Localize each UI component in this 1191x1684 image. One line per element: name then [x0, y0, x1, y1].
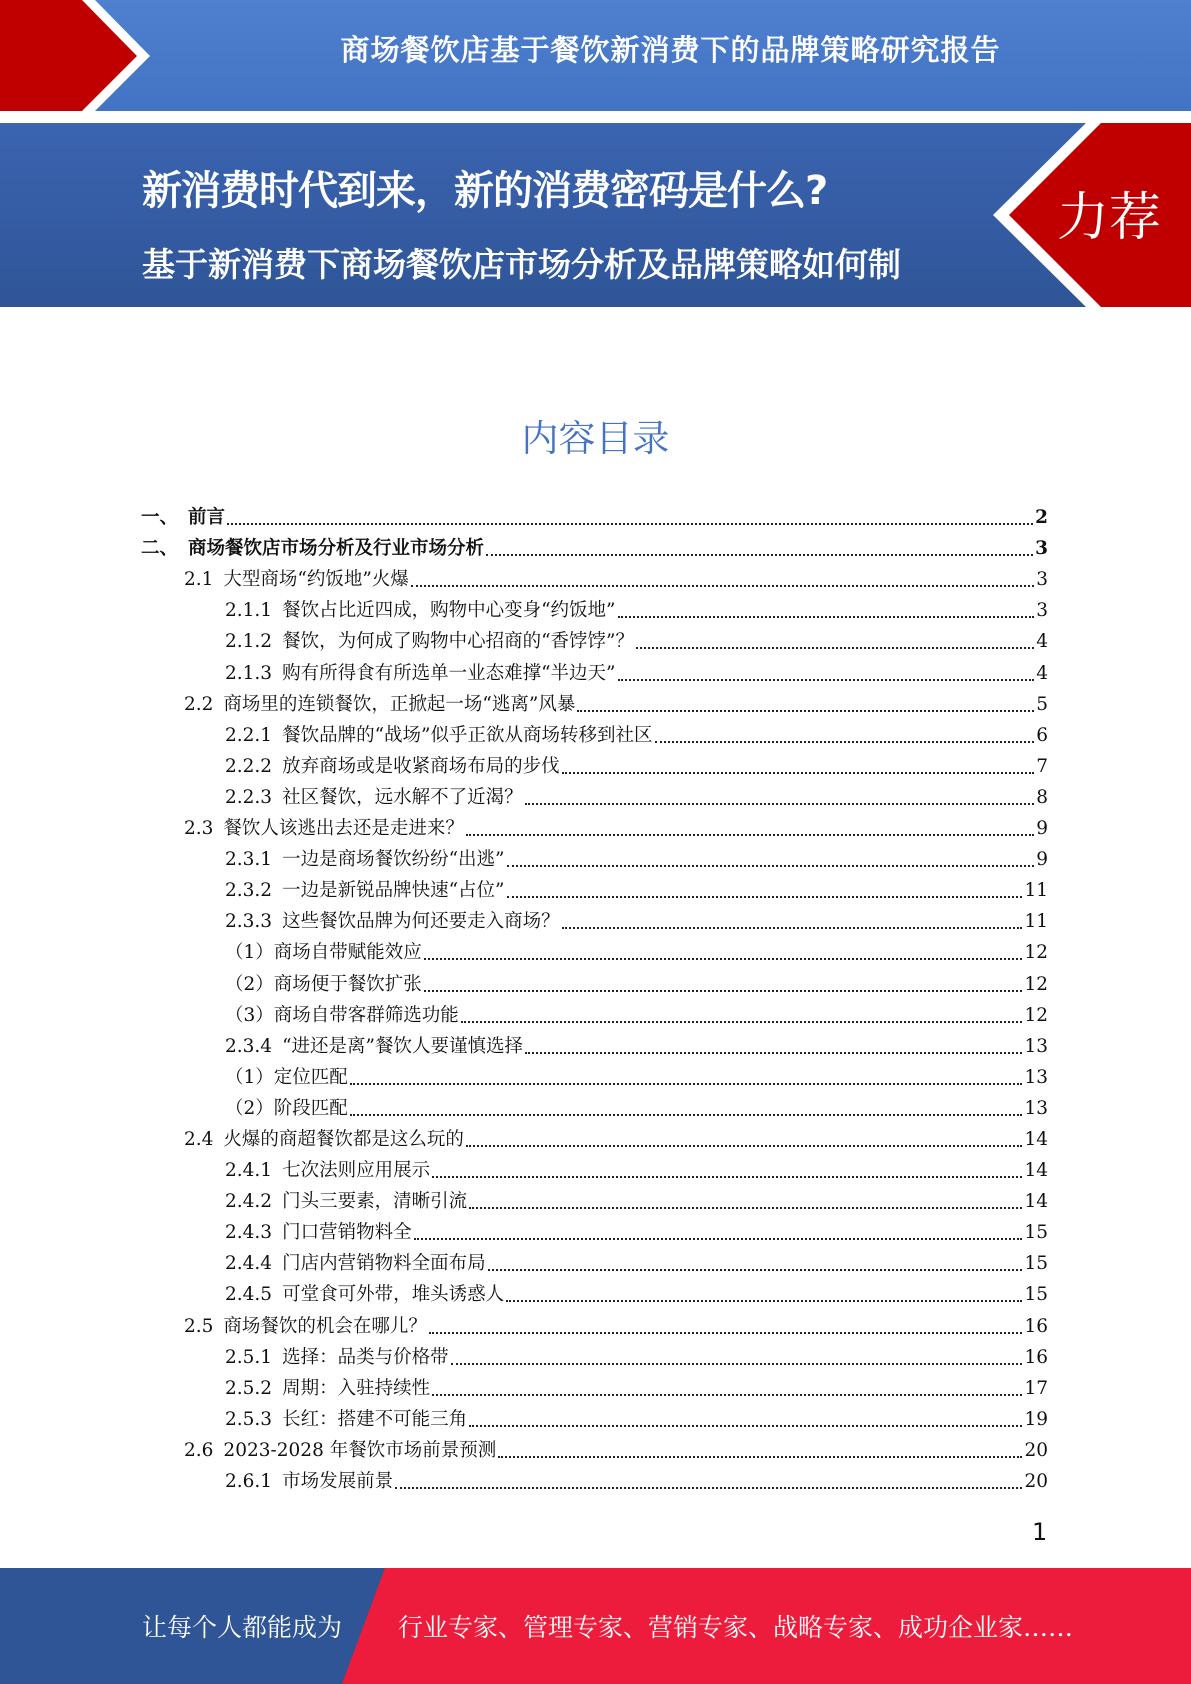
toc-entry-page: 12 — [1024, 942, 1048, 964]
toc-entry-number: 2.2 — [184, 693, 214, 715]
toc-dot-leader — [461, 1021, 1023, 1023]
toc-entry-number: 2.4.4 — [225, 1253, 273, 1275]
toc-entry-title: 周期：入驻持续性 — [282, 1377, 431, 1399]
toc-entry-title: 商场自带赋能效应 — [273, 942, 422, 964]
toc-entry-title: 七次法则应用展示 — [282, 1160, 431, 1182]
toc-entry-title: 餐饮人该逃出去还是走进来？ — [223, 818, 464, 840]
toc-entry-number: 2.2.1 — [225, 724, 273, 746]
toc-dot-leader — [655, 741, 1035, 743]
toc-entry[interactable] — [141, 1120, 1048, 1151]
toc-entry-page: 15 — [1024, 1222, 1048, 1244]
toc-heading: 内容目录 — [521, 417, 670, 460]
toc-entry-number: 2.6 — [184, 1439, 214, 1461]
toc-entry-title: 商场餐饮的机会在哪儿？ — [223, 1315, 427, 1337]
toc-entry[interactable] — [141, 622, 1048, 653]
toc-entry-page: 11 — [1024, 880, 1048, 902]
report-title: 商场餐饮店基于餐饮新消费下的品牌策略研究报告 — [340, 33, 1001, 67]
toc-entry-number: 2.1.3 — [225, 662, 273, 684]
toc-dot-leader — [507, 865, 1035, 867]
toc-entry[interactable] — [141, 809, 1048, 840]
toc-dot-leader — [618, 679, 1035, 681]
toc-entry-number: 2.3.4 — [225, 1035, 273, 1057]
toc-entry[interactable] — [141, 1306, 1048, 1337]
toc-entry[interactable] — [141, 871, 1048, 902]
toc-entry[interactable] — [141, 747, 1048, 778]
toc-entry[interactable] — [141, 560, 1048, 591]
toc-entry[interactable] — [141, 685, 1048, 716]
toc-dot-leader — [414, 1238, 1023, 1240]
toc-entry-title: 这些餐饮品牌为何还要走入商场？ — [282, 911, 560, 933]
toc-entry-page: 7 — [1036, 755, 1048, 777]
toc-entry-page: 12 — [1024, 973, 1048, 995]
toc-entry-page: 20 — [1024, 1439, 1048, 1461]
toc-entry-page: 4 — [1036, 631, 1048, 653]
toc-entry-title: 2023-2028 年餐饮市场前景预测 — [223, 1439, 497, 1461]
toc-entry-number: 2.3 — [184, 818, 214, 840]
toc-entry-page: 5 — [1036, 693, 1048, 715]
toc-entry-page: 14 — [1024, 1160, 1048, 1182]
toc-entry-page: 8 — [1036, 786, 1048, 808]
toc-entry-page: 13 — [1024, 1097, 1048, 1119]
toc-entry-page: 16 — [1024, 1346, 1048, 1368]
toc-entry[interactable] — [141, 1089, 1048, 1120]
toc-entry-page: 11 — [1024, 911, 1048, 933]
toc-entry[interactable] — [141, 1213, 1048, 1244]
toc-entry[interactable] — [141, 996, 1048, 1027]
toc-entry-number: （3） — [225, 1004, 274, 1026]
toc-entry-page: 12 — [1024, 1004, 1048, 1026]
toc-entry-number: 2.4.2 — [225, 1191, 273, 1213]
footer — [0, 1568, 1191, 1684]
toc-entry[interactable] — [141, 1244, 1048, 1275]
toc-entry-number: 2.1.1 — [225, 600, 273, 622]
toc-entry-title: 社区餐饮，远水解不了近渴？ — [282, 786, 523, 808]
toc-entry-number: 2.6.1 — [225, 1471, 273, 1492]
red-chevron-decoration — [0, 0, 160, 111]
toc-dot-leader — [411, 585, 1034, 587]
headline: 新消费时代到来，新的消费密码是什么? — [142, 168, 828, 214]
toc-entry[interactable] — [141, 840, 1048, 871]
toc-entry[interactable] — [141, 653, 1048, 684]
toc-entry-number: （1） — [225, 942, 274, 964]
toc-dot-leader — [577, 710, 1034, 712]
toc-entry-number: 一、 — [141, 507, 179, 529]
toc-entry[interactable] — [141, 778, 1048, 809]
footer-slogan-right: 行业专家、管理专家、营销专家、战略专家、成功企业家…… — [398, 1613, 1074, 1642]
toc-entry[interactable] — [141, 964, 1048, 995]
toc-entry-page: 9 — [1036, 849, 1048, 871]
toc-entry-title: 门店内营销物料全面布局 — [282, 1253, 486, 1275]
toc-entry-page: 9 — [1036, 818, 1048, 840]
toc-dot-leader — [432, 1394, 1022, 1396]
toc-dot-leader — [429, 1332, 1023, 1334]
toc-entry[interactable] — [141, 529, 1048, 560]
toc-dot-leader — [488, 1269, 1023, 1271]
toc-entry-number: 2.2.3 — [225, 786, 273, 808]
toc-entry-page: 3 — [1035, 538, 1048, 560]
toc-entry[interactable] — [141, 1182, 1048, 1213]
toc-entry-page: 14 — [1024, 1191, 1048, 1213]
toc-entry-number: 2.4 — [184, 1128, 214, 1150]
toc-entry-page: 13 — [1024, 1066, 1048, 1088]
toc-entry-page: 17 — [1024, 1377, 1048, 1399]
toc-entry-number: 2.3.3 — [225, 911, 273, 933]
toc-entry-title: 商场餐饮店市场分析及行业市场分析 — [188, 538, 485, 560]
toc-dot-leader — [424, 958, 1023, 960]
toc-entry-number: （2） — [225, 1097, 274, 1119]
toc-entry-page: 16 — [1024, 1315, 1048, 1337]
toc-dot-leader — [227, 523, 1033, 525]
toc-entry-number: 2.3.2 — [225, 880, 273, 902]
toc-entry[interactable] — [141, 716, 1048, 747]
top-banner — [0, 0, 1191, 111]
toc-entry[interactable] — [141, 1462, 1048, 1493]
toc-entry-number: 2.5 — [184, 1315, 214, 1337]
toc-dot-leader — [395, 1487, 1022, 1489]
toc-entry[interactable] — [141, 1151, 1048, 1182]
table-of-contents — [141, 498, 1048, 1493]
recommend-badge: 力荐 — [1056, 188, 1161, 248]
toc-dot-leader — [486, 554, 1033, 556]
toc-entry-number: （2） — [225, 973, 274, 995]
toc-dot-leader — [432, 1176, 1022, 1178]
toc-entry-number: 2.1 — [184, 569, 214, 591]
toc-entry[interactable] — [141, 1400, 1048, 1431]
toc-dot-leader — [618, 616, 1035, 618]
toc-entry-page: 15 — [1024, 1253, 1048, 1275]
toc-dot-leader — [451, 1363, 1023, 1365]
subheadline: 基于新消费下商场餐饮店市场分析及品牌策略如何制定？？？ — [142, 245, 901, 348]
toc-entry-page: 6 — [1036, 724, 1048, 746]
toc-entry[interactable] — [141, 1338, 1048, 1369]
toc-entry-title: 餐饮占比近四成，购物中心变身“约饭地” — [282, 600, 616, 622]
toc-dot-leader — [498, 1456, 1022, 1458]
toc-entry-number: 2.3.1 — [225, 849, 273, 871]
toc-entry[interactable] — [141, 902, 1048, 933]
toc-entry-title: 火爆的商超餐饮都是这么玩的 — [223, 1128, 464, 1150]
toc-entry-page: 20 — [1024, 1471, 1048, 1492]
toc-entry-page: 13 — [1024, 1035, 1048, 1057]
toc-entry-number: 2.5.1 — [225, 1346, 273, 1368]
toc-entry-title: 定位匹配 — [273, 1066, 348, 1088]
footer-slogan-left: 让每个人都能成为 — [142, 1613, 343, 1642]
toc-entry-title: 长红：搭建不可能三角 — [282, 1408, 468, 1430]
toc-entry-page: 15 — [1024, 1284, 1048, 1306]
toc-entry-title: 大型商场“约饭地”火爆 — [223, 569, 409, 591]
toc-dot-leader — [469, 1207, 1022, 1209]
toc-entry-number: 2.4.5 — [225, 1284, 273, 1306]
toc-entry-title: 阶段匹配 — [273, 1097, 348, 1119]
toc-dot-leader — [424, 990, 1023, 992]
toc-entry-page: 3 — [1036, 600, 1048, 622]
toc-entry-title: 门口营销物料全 — [282, 1222, 412, 1244]
toc-entry[interactable] — [141, 1058, 1048, 1089]
toc-entry-title: 选择：品类与价格带 — [282, 1346, 449, 1368]
toc-dot-leader — [350, 1083, 1023, 1085]
toc-entry[interactable] — [141, 1027, 1048, 1058]
toc-entry-title: 购有所得食有所选单一业态难撑“半边天” — [282, 662, 616, 684]
toc-entry-number: 2.4.1 — [225, 1160, 273, 1182]
toc-dot-leader — [466, 834, 1034, 836]
toc-entry[interactable] — [141, 1431, 1048, 1462]
toc-dot-leader — [350, 1114, 1023, 1116]
toc-entry-number: 2.4.3 — [225, 1222, 273, 1244]
toc-entry-title: 门头三要素，清晰引流 — [282, 1191, 468, 1213]
toc-entry-title: 商场里的连锁餐饮，正掀起一场“逃离”风暴 — [223, 693, 576, 715]
toc-dot-leader — [466, 1145, 1023, 1147]
toc-entry-number: 2.1.2 — [225, 631, 273, 653]
toc-entry-title: 前言 — [188, 507, 226, 529]
toc-entry-title: 市场发展前景 — [282, 1471, 394, 1492]
toc-entry-number: 二、 — [141, 538, 179, 560]
toc-dot-leader — [507, 896, 1023, 898]
toc-entry[interactable] — [141, 1369, 1048, 1400]
toc-entry[interactable] — [141, 933, 1048, 964]
toc-entry-page: 4 — [1036, 662, 1048, 684]
toc-entry-title: 商场便于餐饮扩张 — [273, 973, 422, 995]
toc-entry[interactable] — [141, 591, 1048, 622]
toc-dot-leader — [525, 803, 1035, 805]
toc-dot-leader — [562, 772, 1035, 774]
toc-entry-title: 可堂食可外带，堆头诱惑人 — [282, 1284, 505, 1306]
toc-entry-page: 3 — [1036, 569, 1048, 591]
toc-entry-title: 餐饮，为何成了购物中心招商的“香饽饽”？ — [282, 631, 634, 653]
toc-entry-title: “进还是离”餐饮人要谨慎选择 — [282, 1035, 523, 1057]
toc-entry-title: 一边是商场餐饮纷纷“出逃” — [282, 849, 505, 871]
toc-entry-page: 19 — [1024, 1408, 1048, 1430]
header-band — [0, 123, 1191, 348]
toc-dot-leader — [506, 1300, 1022, 1302]
toc-dot-leader — [636, 647, 1034, 649]
toc-entry-title: 放弃商场或是收紧商场布局的步伐 — [282, 755, 560, 777]
toc-entry-page: 14 — [1024, 1128, 1048, 1150]
toc-entry-number: （1） — [225, 1066, 274, 1088]
toc-entry-title: 餐饮品牌的“战场”似乎正欲从商场转移到社区 — [282, 724, 653, 746]
toc-entry-page: 2 — [1035, 507, 1048, 529]
toc-dot-leader — [525, 1052, 1022, 1054]
toc-entry-title: 商场自带客群筛选功能 — [273, 1004, 459, 1026]
toc-entry-number: 2.2.2 — [225, 755, 273, 777]
toc-entry-number: 2.5.2 — [225, 1377, 273, 1399]
page-number: 1 — [1032, 1518, 1048, 1546]
toc-entry[interactable] — [141, 498, 1048, 529]
toc-dot-leader — [469, 1425, 1022, 1427]
toc-dot-leader — [562, 927, 1023, 929]
toc-entry[interactable] — [141, 1275, 1048, 1306]
toc-entry-number: 2.5.3 — [225, 1408, 273, 1430]
toc-entry-title: 一边是新锐品牌快速“占位” — [282, 880, 505, 902]
